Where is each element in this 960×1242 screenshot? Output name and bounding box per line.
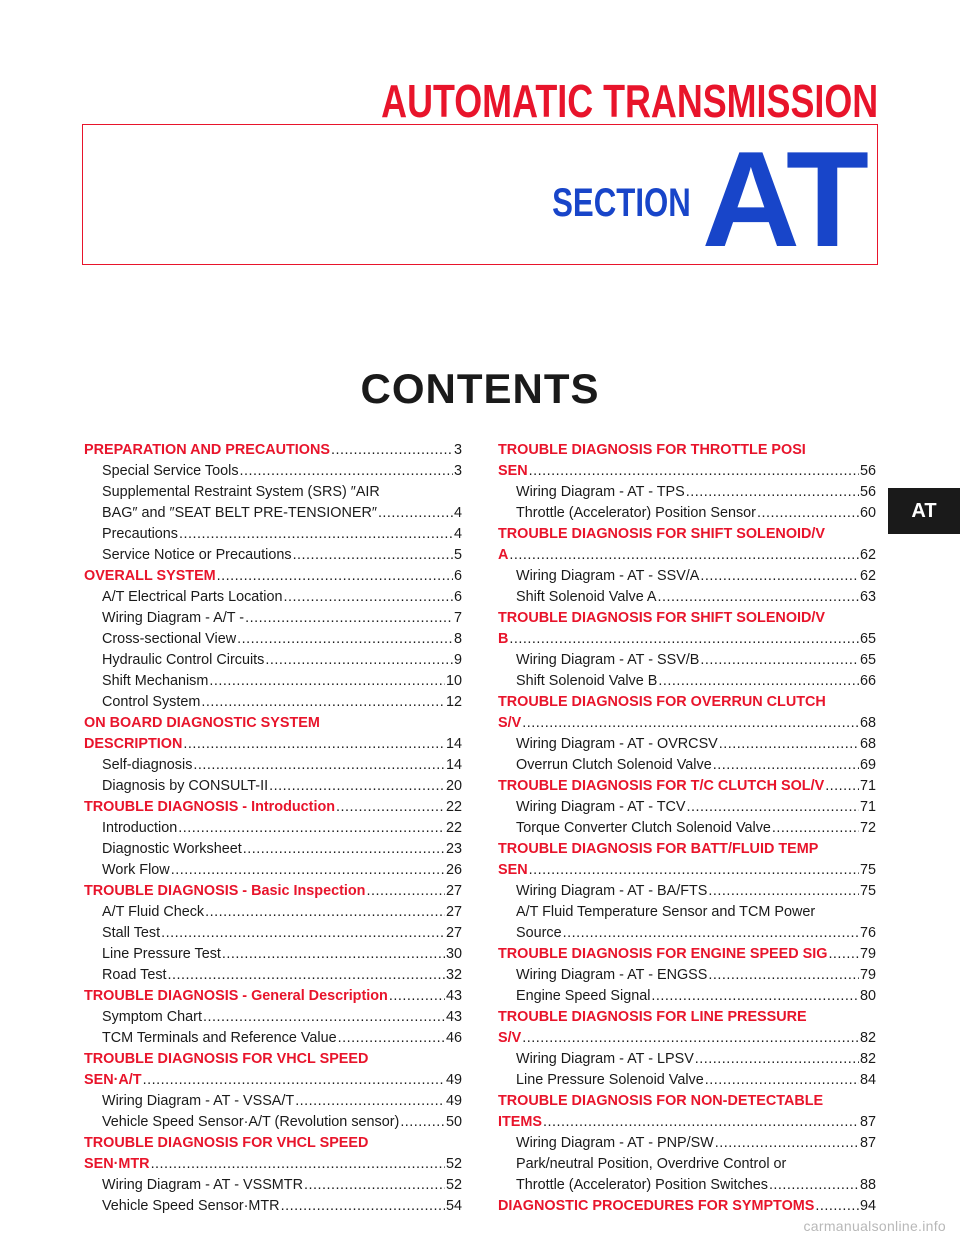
toc-page-number: 80 (859, 988, 876, 1004)
toc-entry-label: Overrun Clutch Solenoid Valve (516, 757, 712, 773)
toc-leader-dots (695, 1049, 859, 1070)
toc-leader-dots (522, 1028, 859, 1049)
toc-entry-label: Diagnosis by CONSULT-II (102, 778, 269, 794)
toc-entry-label: S/V (498, 715, 522, 731)
toc-leader-dots (828, 944, 859, 965)
toc-leader-dots (143, 1070, 445, 1091)
toc-entry-label: Shift Solenoid Valve A (516, 589, 657, 605)
toc-page-number: 14 (445, 757, 462, 773)
toc-leader-dots (389, 986, 445, 1007)
toc-entry-label: Stall Test (102, 925, 161, 941)
toc-entry-label: Introduction (102, 820, 178, 836)
toc-page-number: 10 (445, 673, 462, 689)
toc-page-number: 8 (453, 631, 462, 647)
toc-page-number: 94 (859, 1198, 876, 1214)
toc-entry-label: DESCRIPTION (84, 736, 183, 752)
toc-entry-label: S/V (498, 1030, 522, 1046)
watermark: carmanualsonline.info (803, 1218, 946, 1234)
toc-leader-dots (179, 524, 453, 545)
toc-leader-dots (178, 818, 445, 839)
toc-leader-dots (338, 1028, 445, 1049)
toc-entry[interactable] (84, 545, 462, 566)
toc-entry[interactable] (84, 944, 462, 965)
toc-page-number: 62 (859, 547, 876, 563)
toc-entry-label: Throttle (Accelerator) Position Sensor (516, 505, 756, 521)
toc-section-heading-line[interactable]: TROUBLE DIAGNOSIS FOR THROTTLE POSI (498, 442, 806, 458)
toc-entry-label: A/T Fluid Check (102, 904, 205, 920)
toc-entry-label: Precautions (102, 526, 178, 542)
toc-entry-label: OVERALL SYSTEM (84, 568, 216, 584)
toc-page-number: 71 (859, 778, 876, 794)
main-title: AUTOMATIC TRANSMISSION (381, 75, 878, 127)
toc-page-number: 22 (445, 820, 462, 836)
toc-entry-label: ITEMS (498, 1114, 542, 1130)
contents-title: CONTENTS (360, 365, 600, 412)
toc-page-number: 52 (445, 1177, 462, 1193)
toc-section-heading[interactable] (498, 1112, 876, 1133)
toc-leader-dots (295, 1091, 445, 1112)
toc-leader-dots (700, 566, 859, 587)
toc-entry-label: TROUBLE DIAGNOSIS FOR ENGINE SPEED SIG (498, 946, 828, 962)
toc-leader-dots (687, 797, 859, 818)
toc-page-number: 60 (859, 505, 876, 521)
toc-entry[interactable] (498, 965, 876, 986)
toc-entry-label: Wiring Diagram - AT - SSV/B (516, 652, 700, 668)
toc-leader-dots (366, 881, 445, 902)
toc-leader-dots (658, 671, 859, 692)
toc-entry-label: Torque Converter Clutch Solenoid Valve (516, 820, 771, 836)
toc-entry-label: TROUBLE DIAGNOSIS FOR T/C CLUTCH SOL/V (498, 778, 825, 794)
toc-entry[interactable] (498, 734, 876, 755)
toc-page-number: 30 (445, 946, 462, 962)
toc-leader-dots (769, 1175, 859, 1196)
toc-section-heading[interactable] (84, 881, 462, 902)
toc-entry[interactable] (84, 608, 462, 629)
toc-section-heading[interactable] (498, 713, 876, 734)
toc-entry[interactable] (498, 818, 876, 839)
toc-entry[interactable] (84, 1196, 462, 1217)
toc-entry-label: Wiring Diagram - AT - TPS (516, 484, 685, 500)
toc-leader-dots (331, 440, 453, 461)
toc-leader-dots (304, 1175, 445, 1196)
toc-leader-dots (245, 608, 453, 629)
toc-section-heading[interactable] (498, 1028, 876, 1049)
toc-entry[interactable] (84, 671, 462, 692)
toc-page-number: 62 (859, 568, 876, 584)
toc-leader-dots (708, 881, 859, 902)
toc-page-number: 65 (859, 631, 876, 647)
toc-page-number: 69 (859, 757, 876, 773)
toc-left-column (84, 440, 462, 1217)
toc-leader-dots (201, 692, 445, 713)
toc-page-number: 71 (859, 799, 876, 815)
toc-leader-dots (529, 461, 859, 482)
toc-entry[interactable] (498, 1175, 876, 1196)
toc-page-number: 56 (859, 463, 876, 479)
toc-entry[interactable] (498, 923, 876, 944)
toc-page-number: 14 (445, 736, 462, 752)
toc-entry[interactable] (84, 818, 462, 839)
toc-section-heading[interactable] (498, 1196, 876, 1217)
toc-leader-dots (269, 776, 445, 797)
toc-page-number: 52 (445, 1156, 462, 1172)
toc-section-heading-line[interactable]: TROUBLE DIAGNOSIS FOR NON-DETECTABLE (498, 1093, 824, 1109)
toc-entry-label: SEN·A/T (84, 1072, 142, 1088)
toc-right-column (498, 440, 876, 1217)
toc-entry[interactable] (84, 629, 462, 650)
toc-page-number: 63 (859, 589, 876, 605)
toc-entry-label: Line Pressure Solenoid Valve (516, 1072, 704, 1088)
toc-leader-dots (168, 965, 445, 986)
toc-entry-label: Control System (102, 694, 201, 710)
toc-page-number: 43 (445, 1009, 462, 1025)
toc-section-heading-line[interactable]: TROUBLE DIAGNOSIS FOR VHCL SPEED (84, 1051, 369, 1067)
toc-entry[interactable] (84, 965, 462, 986)
toc-page-number: 12 (445, 694, 462, 710)
toc-leader-dots (203, 1007, 445, 1028)
toc-page-number: 3 (453, 442, 462, 458)
toc-entry-label: SEN (498, 862, 528, 878)
toc-entry[interactable] (498, 671, 876, 692)
section-code: AT (701, 123, 865, 275)
toc-page-number: 20 (445, 778, 462, 794)
toc-page-number: 6 (453, 589, 462, 605)
toc-page-number: 27 (445, 925, 462, 941)
toc-entry-label: TROUBLE DIAGNOSIS - Introduction (84, 799, 336, 815)
toc-entry-line[interactable]: A/T Fluid Temperature Sensor and TCM Power (516, 904, 816, 920)
toc-leader-dots (686, 482, 859, 503)
toc-entry-label: TROUBLE DIAGNOSIS - Basic Inspection (84, 883, 366, 899)
toc-entry[interactable] (84, 1091, 462, 1112)
toc-entry-label: Line Pressure Test (102, 946, 221, 962)
toc-section-heading-line[interactable]: TROUBLE DIAGNOSIS FOR VHCL SPEED (84, 1135, 369, 1151)
section-box (82, 123, 878, 275)
toc-section-heading[interactable] (84, 797, 462, 818)
toc-leader-dots (658, 587, 859, 608)
toc-page-number: 9 (453, 652, 462, 668)
toc-section-heading[interactable] (84, 986, 462, 1007)
toc-leader-dots (183, 734, 445, 755)
toc-page-number: 4 (453, 505, 462, 521)
toc-entry-line[interactable]: Supplemental Restraint System (SRS) ″AIR (102, 484, 380, 500)
toc-leader-dots (209, 671, 445, 692)
toc-entry-label: Shift Solenoid Valve B (516, 673, 658, 689)
toc-entry-label: BAG″ and ″SEAT BELT PRE-TENSIONER″ (102, 505, 377, 521)
toc-page-number: 27 (445, 883, 462, 899)
toc-leader-dots (284, 587, 453, 608)
toc-entry[interactable] (498, 755, 876, 776)
toc-page-number: 4 (453, 526, 462, 542)
toc-page-number: 75 (859, 862, 876, 878)
toc-leader-dots (509, 545, 859, 566)
toc-section-heading[interactable] (498, 944, 876, 965)
toc-page-number: 26 (445, 862, 462, 878)
toc-leader-dots (772, 818, 859, 839)
toc-entry[interactable] (84, 923, 462, 944)
toc-page-number: 46 (445, 1030, 462, 1046)
toc-page-number: 27 (445, 904, 462, 920)
toc-entry-label: PREPARATION AND PRECAUTIONS (84, 442, 330, 458)
toc-leader-dots (651, 986, 859, 1007)
toc-leader-dots (293, 545, 453, 566)
toc-entry[interactable] (84, 524, 462, 545)
toc-section-heading[interactable] (498, 776, 876, 797)
toc-leader-dots (237, 629, 453, 650)
toc-entry-label: Wiring Diagram - AT - VSSA/T (102, 1093, 295, 1109)
toc-entry-label: Cross-sectional View (102, 631, 237, 647)
toc-section-heading[interactable] (84, 1154, 462, 1175)
toc-entry-label: Self-diagnosis (102, 757, 193, 773)
toc-entry[interactable] (84, 755, 462, 776)
toc-page-number: 7 (453, 610, 462, 626)
toc-page-number: 3 (453, 463, 462, 479)
toc-leader-dots (205, 902, 445, 923)
toc-entry-label: Diagnostic Worksheet (102, 841, 242, 857)
toc-leader-dots (719, 734, 859, 755)
toc-entry-label: SEN·MTR (84, 1156, 150, 1172)
toc-leader-dots (336, 797, 445, 818)
toc-section-heading[interactable] (84, 1070, 462, 1091)
toc-leader-dots (171, 860, 445, 881)
toc-leader-dots (713, 755, 859, 776)
toc-entry-line[interactable]: Park/neutral Position, Overdrive Control or (516, 1156, 787, 1172)
toc-entry-label: Vehicle Speed Sensor·MTR (102, 1198, 280, 1214)
toc-entry[interactable] (498, 650, 876, 671)
toc-entry[interactable] (84, 839, 462, 860)
toc-entry-label: DIAGNOSTIC PROCEDURES FOR SYMPTOMS (498, 1198, 815, 1214)
toc-leader-dots (708, 965, 859, 986)
toc-leader-dots (281, 1196, 445, 1217)
toc-section-heading-line[interactable]: TROUBLE DIAGNOSIS FOR OVERRUN CLUTCH (498, 694, 826, 710)
toc-entry[interactable] (498, 986, 876, 1007)
toc-entry-label: Hydraulic Control Circuits (102, 652, 265, 668)
toc-entry[interactable] (84, 650, 462, 671)
toc-section-heading[interactable] (84, 566, 462, 587)
toc-entry-label: Work Flow (102, 862, 170, 878)
toc-leader-dots (243, 839, 445, 860)
toc-entry-label: Wiring Diagram - AT - TCV (516, 799, 686, 815)
toc-entry-label: Wiring Diagram - A/T - (102, 610, 245, 626)
toc-leader-dots (563, 923, 859, 944)
toc-entry[interactable] (84, 1028, 462, 1049)
toc-page-number: 75 (859, 883, 876, 899)
toc-entry[interactable] (84, 503, 462, 524)
toc-page-number: 87 (859, 1114, 876, 1130)
toc-entry[interactable] (498, 587, 876, 608)
toc-page-number: 76 (859, 925, 876, 941)
toc-entry-label: Special Service Tools (102, 463, 239, 479)
toc-leader-dots (400, 1112, 445, 1133)
toc-page-number: 87 (859, 1135, 876, 1151)
toc-section-heading-line[interactable]: TROUBLE DIAGNOSIS FOR SHIFT SOLENOID/V (498, 526, 826, 542)
toc-page-number: 22 (445, 799, 462, 815)
toc-page-number: 32 (445, 967, 462, 983)
toc-page-number: 65 (859, 652, 876, 668)
toc-entry-label: Source (516, 925, 562, 941)
toc-leader-dots (193, 755, 445, 776)
toc-section-heading[interactable] (84, 734, 462, 755)
toc-section-heading[interactable] (498, 545, 876, 566)
toc-entry-label: Service Notice or Precautions (102, 547, 292, 563)
toc-leader-dots (715, 1133, 859, 1154)
toc-entry-label: Shift Mechanism (102, 673, 209, 689)
toc-entry[interactable] (84, 902, 462, 923)
toc-section-heading[interactable] (498, 461, 876, 482)
toc-page-number: 82 (859, 1030, 876, 1046)
toc-entry[interactable] (498, 503, 876, 524)
toc-page-number: 68 (859, 715, 876, 731)
toc-page-number: 54 (445, 1198, 462, 1214)
toc-leader-dots (222, 944, 445, 965)
toc-leader-dots (265, 650, 453, 671)
toc-section-heading[interactable] (498, 860, 876, 881)
toc-leader-dots (522, 713, 859, 734)
toc-leader-dots (825, 776, 859, 797)
toc-leader-dots (705, 1070, 859, 1091)
toc-entry-label: Wiring Diagram - AT - OVRCSV (516, 736, 718, 752)
toc-leader-dots (217, 566, 453, 587)
toc-page-number: 84 (859, 1072, 876, 1088)
toc-page-number: 79 (859, 967, 876, 983)
toc-entry-label: B (498, 631, 509, 647)
toc-leader-dots (529, 860, 859, 881)
toc-section-heading[interactable] (84, 440, 462, 461)
toc-leader-dots (815, 1196, 859, 1217)
toc-entry[interactable] (84, 692, 462, 713)
toc-page-number: 56 (859, 484, 876, 500)
toc-page-number: 72 (859, 820, 876, 836)
toc-entry[interactable] (84, 1175, 462, 1196)
toc-entry[interactable] (84, 587, 462, 608)
toc-entry[interactable] (84, 860, 462, 881)
toc-page-number: 79 (859, 946, 876, 962)
toc-leader-dots (543, 1112, 859, 1133)
toc-entry-label: A (498, 547, 509, 563)
toc-leader-dots (378, 503, 453, 524)
toc-entry[interactable] (498, 1049, 876, 1070)
toc-entry[interactable] (498, 566, 876, 587)
toc-leader-dots (757, 503, 859, 524)
toc-page-number: 49 (445, 1072, 462, 1088)
toc-section-heading-line[interactable]: TROUBLE DIAGNOSIS FOR LINE PRESSURE (498, 1009, 807, 1025)
toc-section-heading-line[interactable]: TROUBLE DIAGNOSIS FOR SHIFT SOLENOID/V (498, 610, 826, 626)
toc-entry-label: Wiring Diagram - AT - LPSV (516, 1051, 694, 1067)
toc-entry-label: Engine Speed Signal (516, 988, 651, 1004)
toc-section-heading-line[interactable]: TROUBLE DIAGNOSIS FOR BATT/FLUID TEMP (498, 841, 819, 857)
toc-page-number: 49 (445, 1093, 462, 1109)
toc-entry-label: Wiring Diagram - AT - SSV/A (516, 568, 700, 584)
toc-entry[interactable] (84, 461, 462, 482)
toc-entry-label: Wiring Diagram - AT - PNP/SW (516, 1135, 714, 1151)
toc-entry-label: Road Test (102, 967, 167, 983)
toc-leader-dots (151, 1154, 445, 1175)
toc-entry-label: Wiring Diagram - AT - ENGSS (516, 967, 708, 983)
toc-section-heading[interactable] (498, 629, 876, 650)
toc-page-number: 5 (453, 547, 462, 563)
toc-entry[interactable] (498, 797, 876, 818)
side-tab-at[interactable]: AT (888, 488, 960, 534)
toc-entry[interactable] (84, 1007, 462, 1028)
toc-section-heading-line[interactable]: ON BOARD DIAGNOSTIC SYSTEM (84, 715, 320, 731)
toc-page-number: 23 (445, 841, 462, 857)
toc-entry[interactable] (84, 1112, 462, 1133)
toc-leader-dots (240, 461, 453, 482)
toc-entry[interactable] (84, 776, 462, 797)
toc-entry-label: Throttle (Accelerator) Position Switches (516, 1177, 768, 1193)
toc-entry-label: TCM Terminals and Reference Value (102, 1030, 337, 1046)
toc-leader-dots (161, 923, 445, 944)
toc-page-number: 6 (453, 568, 462, 584)
toc-entry-label: Wiring Diagram - AT - BA/FTS (516, 883, 708, 899)
toc-page-number: 43 (445, 988, 462, 1004)
toc-page-number: 68 (859, 736, 876, 752)
toc-page-number: 88 (859, 1177, 876, 1193)
toc-entry-label: Wiring Diagram - AT - VSSMTR (102, 1177, 303, 1193)
toc-page-number: 50 (445, 1114, 462, 1130)
toc-entry-label: SEN (498, 463, 528, 479)
toc-entry-label: Symptom Chart (102, 1009, 202, 1025)
toc-entry[interactable] (498, 1133, 876, 1154)
toc-leader-dots (700, 650, 859, 671)
toc-entry[interactable] (498, 482, 876, 503)
toc-entry-label: A/T Electrical Parts Location (102, 589, 283, 605)
toc-entry[interactable] (498, 881, 876, 902)
toc-entry-label: Vehicle Speed Sensor·A/T (Revolution sensor) (102, 1114, 400, 1130)
toc-leader-dots (509, 629, 859, 650)
toc-page-number: 66 (859, 673, 876, 689)
section-word: SECTION (552, 181, 691, 225)
toc-entry-label: TROUBLE DIAGNOSIS - General Description (84, 988, 388, 1004)
toc-entry[interactable] (498, 1070, 876, 1091)
toc-page-number: 82 (859, 1051, 876, 1067)
